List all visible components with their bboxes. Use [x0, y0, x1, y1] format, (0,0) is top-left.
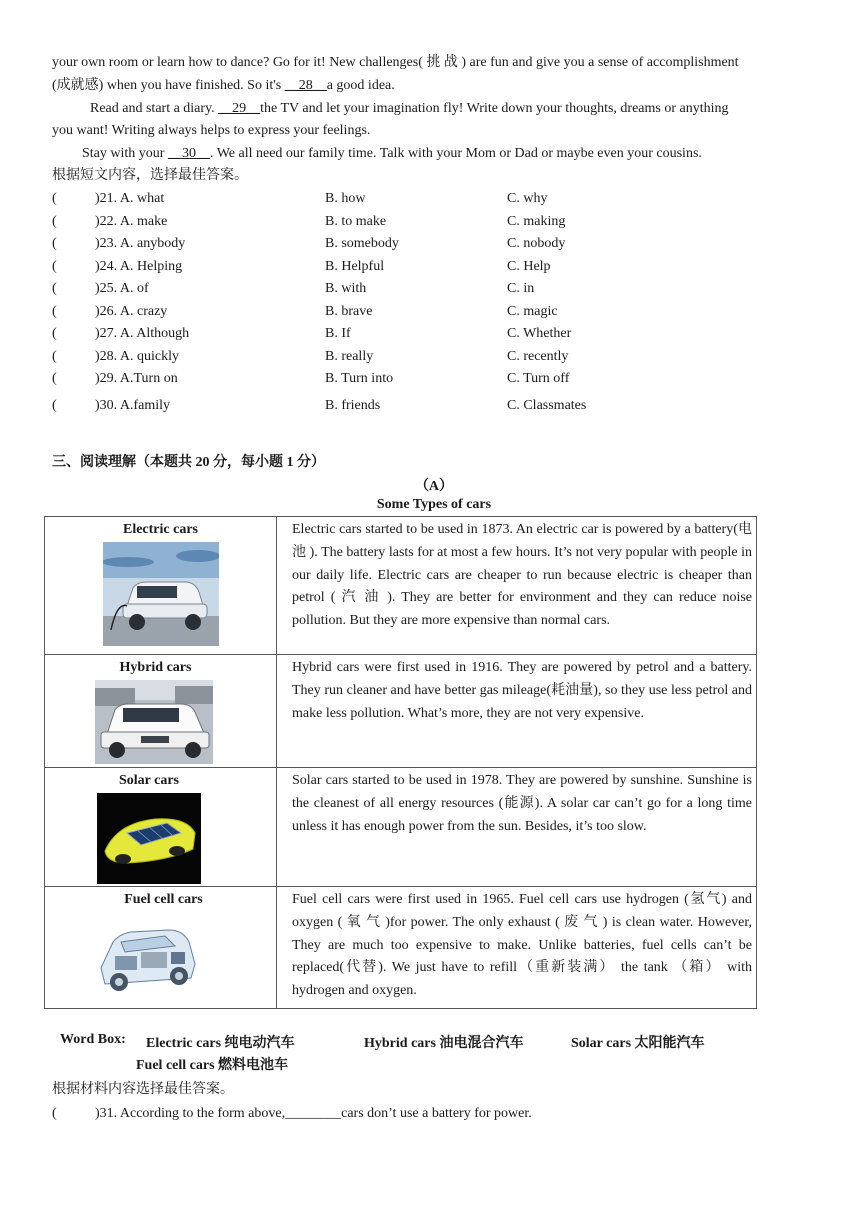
option-c: C. Classmates [507, 398, 587, 413]
reading-instruction: 根据材料内容选择最佳答案。 [52, 1082, 234, 1097]
answer-paren: ( [52, 371, 57, 386]
option-c: C. Whether [507, 326, 572, 341]
option-a: )27. A. Although [95, 326, 190, 341]
answer-paren: ( [52, 398, 57, 413]
option-b: B. really [325, 349, 374, 364]
car-name: Hybrid cars [119, 660, 192, 675]
answer-paren: ( [52, 259, 57, 274]
option-b: B. friends [325, 398, 381, 413]
car-description: Fuel cell cars were first used in 1965. Fuel cell cars use hydrogen (氢气) and oxygen ( 氧 气 )for power. The only exhaust ( 废 气 ) is clean water. However, They are much too expensive to make. Unlike batteries, fuel cells can’t be replaced(代替). We just have to refill（重新装满） the tank （箱） with hydrogen and oxygen. [277, 887, 757, 1009]
car-cell [45, 655, 277, 768]
option-a: )22. A. make [95, 214, 168, 229]
cloze-instruction: 根据短文内容，选择最佳答案。 [52, 168, 248, 183]
option-b: B. Turn into [325, 371, 394, 386]
passage-text: Stay with your [82, 146, 168, 161]
fuel-cell-car-image [95, 912, 199, 1004]
table-row [45, 517, 757, 655]
option-b: B. how [325, 191, 366, 206]
option-b: B. with [325, 281, 367, 296]
blank-29: __29__ [218, 101, 261, 116]
passage-line-3 [90, 100, 729, 118]
option-c: C. recently [507, 349, 569, 364]
answer-paren: ( [52, 326, 57, 341]
car-name: Electric cars [122, 522, 198, 537]
option-c: C. making [507, 214, 566, 229]
option-b: B. brave [325, 304, 373, 319]
option-a: )28. A. quickly [95, 349, 179, 364]
option-b: B. If [325, 326, 351, 341]
part-label: （A） [414, 479, 454, 494]
wordbox-label: Word Box: [60, 1032, 126, 1047]
option-a: )26. A. crazy [95, 304, 168, 319]
passage-text: Read and start a diary. [90, 101, 219, 116]
blank-30: __30__ [167, 146, 210, 161]
question-31: )31. According to the form above,________cars don’t use a battery for power. [95, 1106, 532, 1121]
answer-paren: ( [52, 191, 57, 206]
answer-paren: ( [52, 349, 57, 364]
option-a: )29. A.Turn on [95, 371, 178, 386]
answer-paren: ( [52, 304, 57, 319]
hybrid-car-image [95, 680, 213, 764]
car-cell [45, 517, 277, 655]
answer-paren: ( [52, 214, 57, 229]
section-heading: 三、阅读理解（本题共 20 分，每小题 1 分） [52, 455, 325, 470]
passage-line-1: your own room or learn how to dance? Go for it! New challenges( 挑 战 ) are fun and give you a sense of accomplishment [52, 55, 739, 70]
option-c: C. in [507, 281, 535, 296]
passage-text: . We all need our family time. Talk with your Mom or Dad or maybe even your cousins. [209, 146, 702, 161]
option-a: )24. A. Helping [95, 259, 183, 274]
option-c: C. magic [507, 304, 558, 319]
option-b: B. Helpful [325, 259, 385, 274]
option-a: )25. A. of [95, 281, 149, 296]
table-row [45, 887, 757, 1009]
car-name: Solar cars [118, 773, 179, 788]
blank-28: __28__ [284, 78, 327, 93]
option-c: C. why [507, 191, 548, 206]
car-name: Fuel cell cars [124, 892, 203, 907]
car-description: Solar cars started to be used in 1978. They are powered by sunshine. Sunshine is the cleanest of all energy resources (能源). A solar car can’t go for a long time unless it has enough power from the sun. Besides, it’s too slow. [277, 768, 757, 887]
passage-text: (成就感) when you have finished. So it's [52, 78, 285, 93]
wordbox-item: Solar cars 太阳能汽车 [571, 1036, 705, 1051]
passage-line-4: you want! Writing always helps to express your feelings. [52, 123, 371, 138]
option-a: )23. A. anybody [95, 236, 186, 251]
option-c: C. Help [507, 259, 551, 274]
car-description: Hybrid cars were first used in 1916. They are powered by petrol and a battery. They run cleaner and have better gas mileage(耗油量), so they use less petrol and make less pollution. What’s more, they are not very expensive. [277, 655, 757, 768]
car-cell [45, 887, 277, 1009]
passage-text: a good idea. [326, 78, 395, 93]
option-c: C. nobody [507, 236, 566, 251]
wordbox-item: Electric cars 纯电动汽车 [146, 1036, 295, 1051]
passage-line-2 [52, 77, 395, 95]
answer-paren: ( [52, 281, 57, 296]
passage-line-5 [82, 145, 702, 163]
car-description: Electric cars started to be used in 1873. An electric car is powered by a battery(电 池 ). The battery lasts for at most a few hours. It’s not very popular with people in our daily life. Electric cars are cheaper to run because electric is cheaper than petrol ( 汽 油 ). They are better for environment and they can reduce noise pollution. But they are more expensive than normal cars. [277, 517, 757, 655]
table-row [45, 768, 757, 887]
option-c: C. Turn off [507, 371, 570, 386]
wordbox-item: Fuel cell cars 燃料电池车 [136, 1058, 289, 1073]
solar-car-image [97, 793, 201, 884]
answer-paren: ( [52, 236, 57, 251]
electric-car-image [103, 542, 219, 646]
option-a: )21. A. what [95, 191, 165, 206]
option-a: )30. A.family [95, 398, 171, 413]
answer-paren: ( [52, 1106, 57, 1121]
table-row [45, 655, 757, 768]
option-b: B. somebody [325, 236, 399, 251]
option-b: B. to make [325, 214, 387, 229]
passage-text: the TV and let your imagination fly! Write down your thoughts, dreams or anything [260, 101, 729, 116]
cars-table [44, 516, 757, 1009]
table-title: Some Types of cars [376, 497, 492, 512]
car-cell [45, 768, 277, 887]
wordbox-item: Hybrid cars 油电混合汽车 [364, 1036, 524, 1051]
